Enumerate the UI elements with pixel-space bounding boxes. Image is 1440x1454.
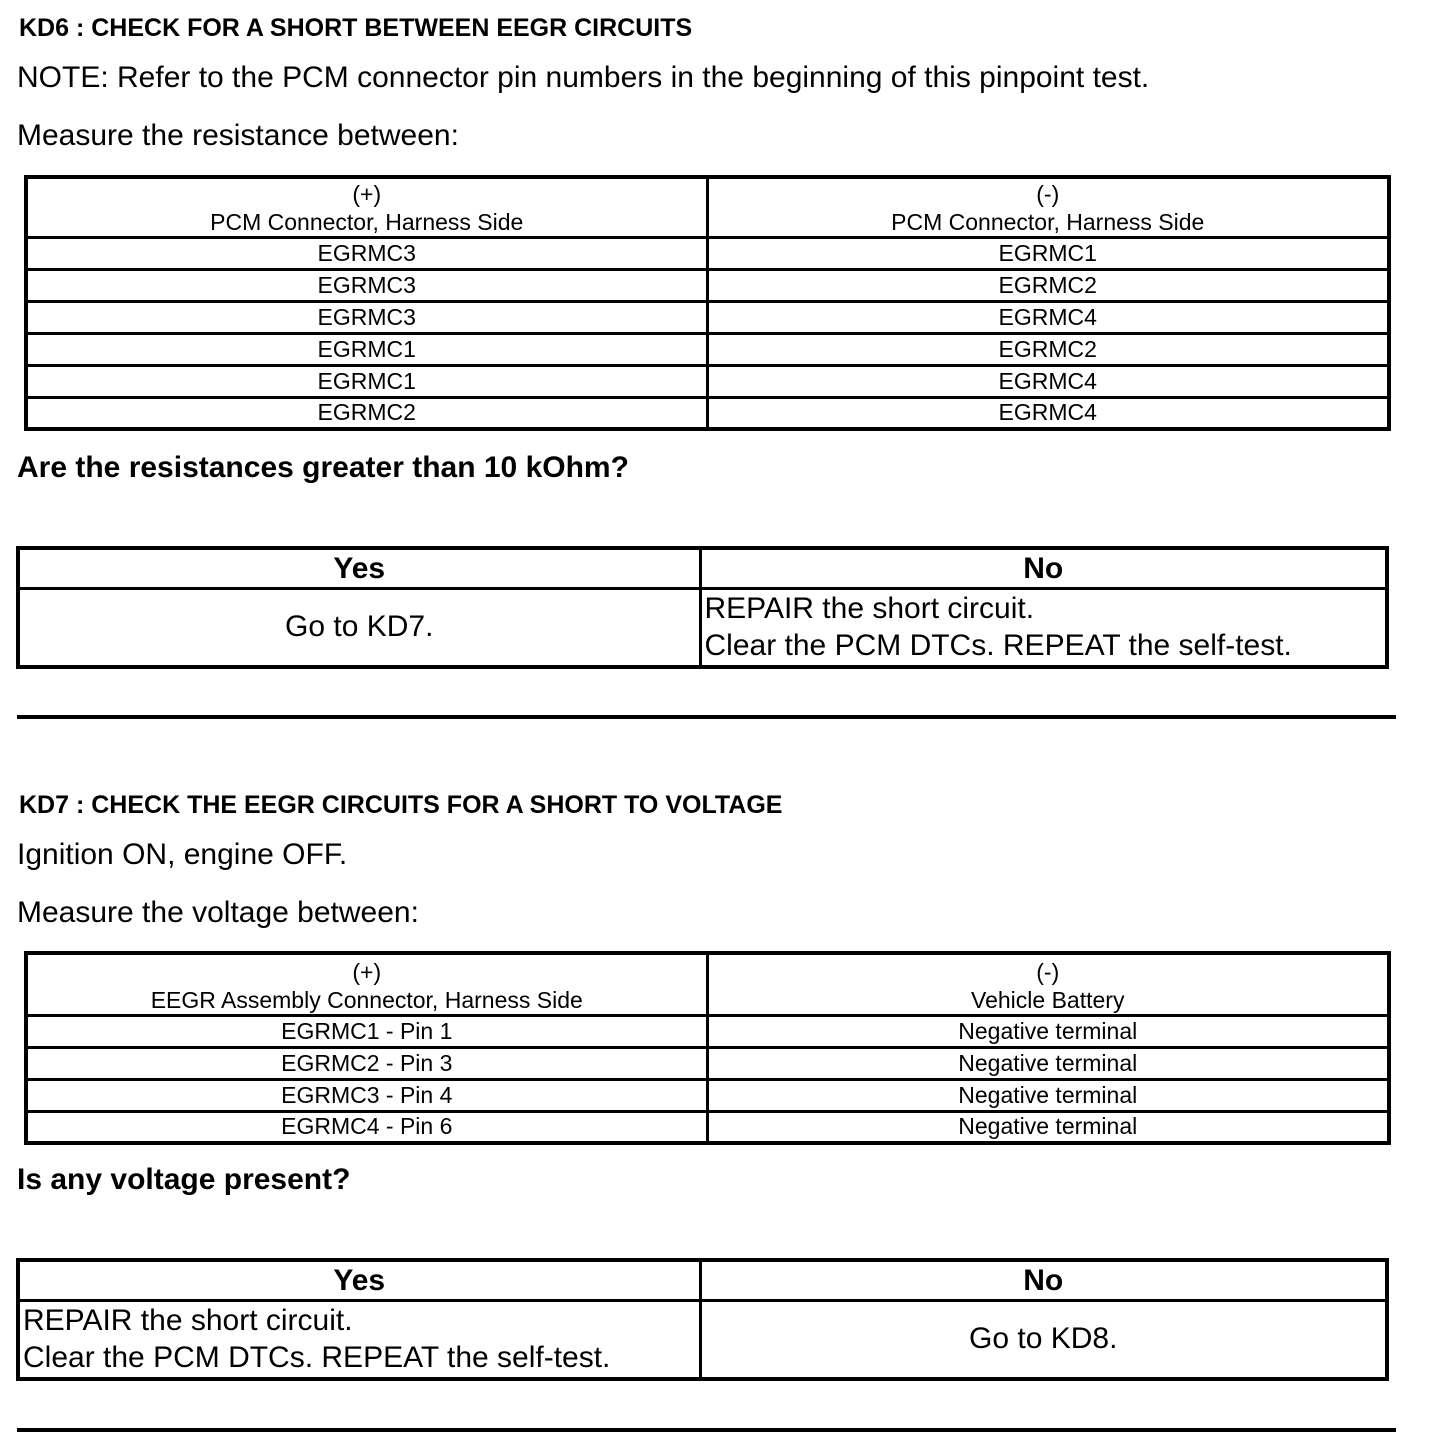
minus-cell: EGRMC2 [707,333,1389,365]
yes-action-line: Clear the PCM DTCs. REPEAT the self-test. [23,1341,611,1375]
kd7-instruction: Measure the voltage between: [17,896,419,929]
plus-cell: EGRMC2 [26,397,707,429]
kd7-voltage-table [24,951,1391,1145]
no-header: No [700,1260,1387,1301]
yes-header: Yes [18,1260,700,1301]
plus-cell: EGRMC1 - Pin 1 [26,1015,707,1047]
table-row [26,1047,1389,1079]
yes-action [18,1301,700,1379]
no-action: Go to KD8. [700,1301,1387,1379]
kd6-decision-table [16,546,1389,669]
no-action-line: REPAIR the short circuit. [704,592,1035,626]
table-row [26,397,1389,429]
kd6-resistance-table [24,175,1391,431]
plus-cell: EGRMC3 [26,301,707,333]
plus-cell: EGRMC1 [26,365,707,397]
minus-column-header [707,177,1389,237]
plus-cell: EGRMC1 [26,333,707,365]
plus-cell: EGRMC3 - Pin 4 [26,1079,707,1111]
plus-sign: (+) [352,180,382,207]
section-divider [17,1428,1396,1432]
minus-column-label: Vehicle Battery [971,986,1125,1013]
decision-action-row [18,1301,1387,1379]
kd6-note: NOTE: Refer to the PCM connector pin numbers in the beginning of this pinpoint test. [17,61,1150,94]
decision-action-row [18,589,1387,667]
no-header: No [700,548,1387,589]
table-row [26,365,1389,397]
kd6-question: Are the resistances greater than 10 kOhm? [17,451,629,484]
no-action [700,589,1387,667]
yes-action: Go to KD7. [18,589,700,667]
table-row [26,1111,1389,1143]
yes-action-line: REPAIR the short circuit. [23,1304,353,1338]
plus-sign: (+) [352,958,382,985]
minus-sign: (-) [1036,180,1060,207]
table-row [26,333,1389,365]
plus-cell: EGRMC3 [26,237,707,269]
minus-cell: EGRMC2 [707,269,1389,301]
kd7-step-title: KD7 : CHECK THE EEGR CIRCUITS FOR A SHORT TO VOLTAGE [19,791,783,819]
minus-cell: EGRMC4 [707,301,1389,333]
table-header-row [26,953,1389,1015]
plus-cell: EGRMC3 [26,269,707,301]
kd7-question: Is any voltage present? [17,1163,351,1196]
minus-column-header [707,953,1389,1015]
minus-cell: EGRMC4 [707,397,1389,429]
minus-cell: Negative terminal [707,1079,1389,1111]
plus-column-label: PCM Connector, Harness Side [210,208,524,235]
kd7-condition: Ignition ON, engine OFF. [17,838,348,871]
minus-column-label: PCM Connector, Harness Side [891,208,1205,235]
kd7-decision-table [16,1258,1389,1381]
plus-column-header [26,177,707,237]
yes-header: Yes [18,548,700,589]
section-divider [17,715,1396,719]
plus-column-header [26,953,707,1015]
no-action-line: Clear the PCM DTCs. REPEAT the self-test. [704,629,1292,663]
decision-header-row [18,1260,1387,1301]
minus-cell: Negative terminal [707,1015,1389,1047]
minus-cell: EGRMC4 [707,365,1389,397]
table-row [26,1015,1389,1047]
table-row [26,269,1389,301]
table-row [26,1079,1389,1111]
minus-sign: (-) [1036,958,1060,985]
kd6-step-title: KD6 : CHECK FOR A SHORT BETWEEN EEGR CIRCUITS [19,14,693,42]
minus-cell: EGRMC1 [707,237,1389,269]
minus-cell: Negative terminal [707,1047,1389,1079]
minus-cell: Negative terminal [707,1111,1389,1143]
plus-cell: EGRMC4 - Pin 6 [26,1111,707,1143]
kd6-instruction: Measure the resistance between: [17,119,459,152]
table-row [26,301,1389,333]
plus-cell: EGRMC2 - Pin 3 [26,1047,707,1079]
decision-header-row [18,548,1387,589]
table-header-row [26,177,1389,237]
plus-column-label: EEGR Assembly Connector, Harness Side [150,986,583,1013]
table-row [26,237,1389,269]
